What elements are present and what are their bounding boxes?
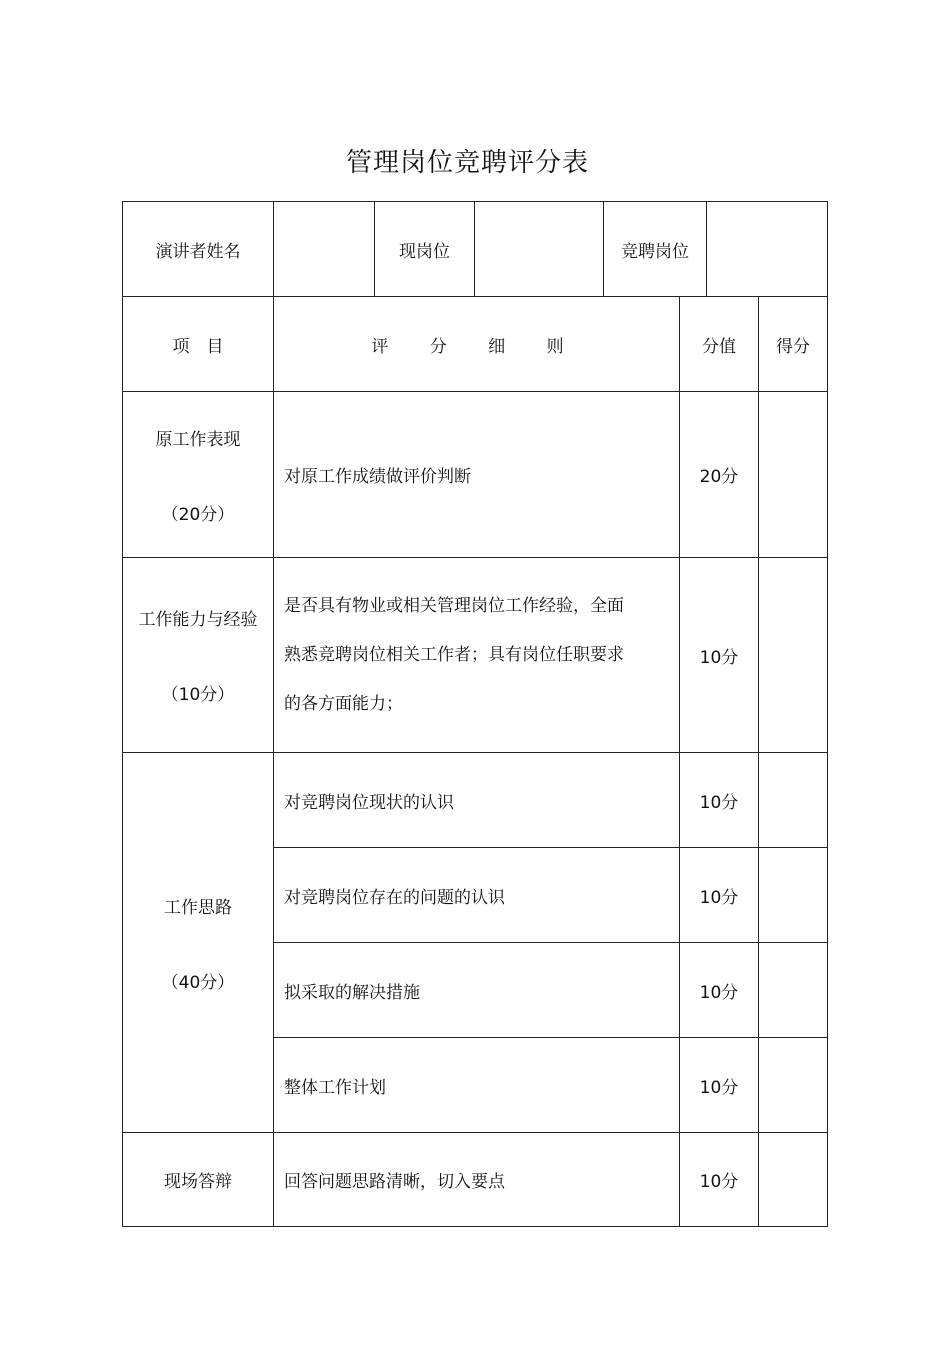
name-input[interactable] [274, 202, 374, 296]
criteria-cell: 对原工作成绩做评价判断 [284, 467, 471, 487]
points-cell: 10分 [699, 647, 739, 668]
criteria-cell: 对竞聘岗位存在的问题的认识 [284, 887, 505, 908]
points-cell: 10分 [699, 887, 739, 908]
section-name: 现场答辩 [164, 1172, 232, 1192]
score-input[interactable] [759, 848, 827, 942]
criteria-line: 是否具有物业或相关管理岗位工作经验，全面 [284, 595, 624, 616]
section-label [123, 753, 273, 1132]
points-cell: 10分 [699, 792, 739, 813]
column-header-score: 得分 [776, 336, 810, 357]
section-label [123, 558, 273, 752]
section-name: 原工作表现 [155, 429, 241, 450]
criteria-line: 熟悉竞聘岗位相关工作者；具有岗位任职要求 [284, 644, 624, 665]
criteria-cell [274, 558, 679, 752]
section-name: 工作思路 [164, 897, 232, 918]
criteria-cell: 回答问题思路清晰，切入要点 [284, 1172, 505, 1192]
column-header-points: 分值 [702, 336, 736, 357]
column-header-item: 项 目 [172, 336, 224, 357]
criteria-line: 的各方面能力； [284, 693, 403, 714]
section-name: 工作能力与经验 [138, 610, 258, 630]
column-header-criteria: 评 分 细 则 [371, 336, 582, 357]
page-title: 管理岗位竞聘评分表 [345, 148, 589, 178]
points-cell: 10分 [699, 982, 739, 1003]
points-cell: 10分 [699, 1077, 739, 1098]
target-position-label: 竞聘岗位 [621, 241, 689, 262]
score-input[interactable] [759, 558, 827, 752]
section-weight: （10分） [161, 685, 235, 705]
points-cell: 10分 [699, 1172, 739, 1192]
current-position-input[interactable] [475, 202, 603, 296]
section-weight: （40分） [161, 972, 235, 993]
criteria-cell: 对竞聘岗位现状的认识 [284, 792, 454, 813]
section-weight: （20分） [161, 504, 235, 525]
criteria-cell: 整体工作计划 [284, 1077, 386, 1098]
score-input[interactable] [759, 1133, 827, 1226]
score-input[interactable] [759, 753, 827, 847]
score-input[interactable] [759, 392, 827, 557]
criteria-cell: 拟采取的解决措施 [284, 982, 420, 1003]
target-position-input[interactable] [707, 202, 827, 296]
current-position-label: 现岗位 [399, 241, 450, 262]
score-input[interactable] [759, 1038, 827, 1132]
section-label [123, 392, 273, 557]
points-cell: 20分 [699, 467, 739, 487]
score-sheet-table [122, 201, 828, 1227]
name-label: 演讲者姓名 [155, 241, 241, 262]
score-input[interactable] [759, 943, 827, 1037]
